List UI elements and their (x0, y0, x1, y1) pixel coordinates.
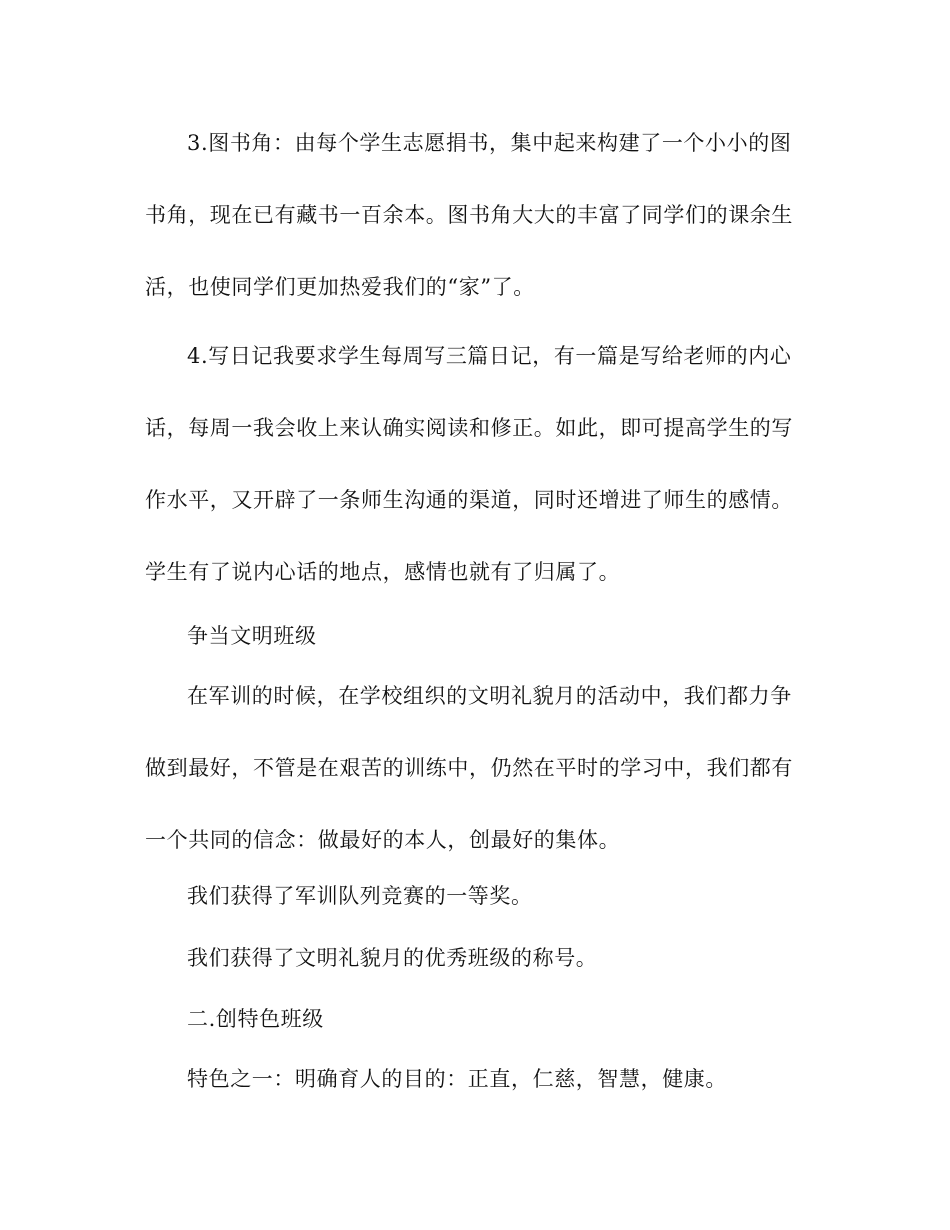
text-line: 3.图书角：由每个学生志愿捐书，集中起来构建了一个小小的图 (187, 131, 792, 155)
text-line: 特色之一：明确育人的目的：正直，仁慈，智慧，健康。 (187, 1067, 727, 1091)
text-line: 作水平，又开辟了一条师生沟通的渠道，同时还增进了师生的感情。 (145, 488, 793, 512)
text-line: 活，也使同学们更加热爱我们的“家”了。 (145, 275, 535, 299)
text-line: 一个共同的信念：做最好的本人，创最好的集体。 (145, 828, 621, 852)
text-line: 话，每周一我会收上来认确实阅读和修正。如此，即可提高学生的写 (145, 416, 793, 440)
text-line: 书角，现在已有藏书一百余本。图书角大大的丰富了同学们的课余生 (145, 203, 793, 227)
paragraph-military-training (145, 660, 805, 876)
text-line: 二.创特色班级 (187, 1007, 324, 1031)
paragraph-feature-one (145, 1043, 805, 1115)
text-line: 4.写日记我要求学生每周写三篇日记，有一篇是写给老师的内心 (187, 344, 792, 368)
text-line: 我们获得了文明礼貌月的优秀班级的称号。 (187, 946, 598, 970)
paragraph-diary (145, 320, 805, 608)
text-line: 做到最好，不管是在艰苦的训练中，仍然在平时的学习中，我们都有 (145, 756, 793, 780)
text-line: 争当文明班级 (187, 624, 317, 648)
text-line: 学生有了说内心话的地点，感情也就有了归属了。 (145, 560, 621, 584)
paragraph-library-corner (145, 107, 805, 323)
text-line: 我们获得了军训队列竞赛的一等奖。 (187, 884, 533, 908)
text-line: 在军训的时候，在学校组织的文明礼貌月的活动中，我们都力争 (187, 684, 792, 708)
